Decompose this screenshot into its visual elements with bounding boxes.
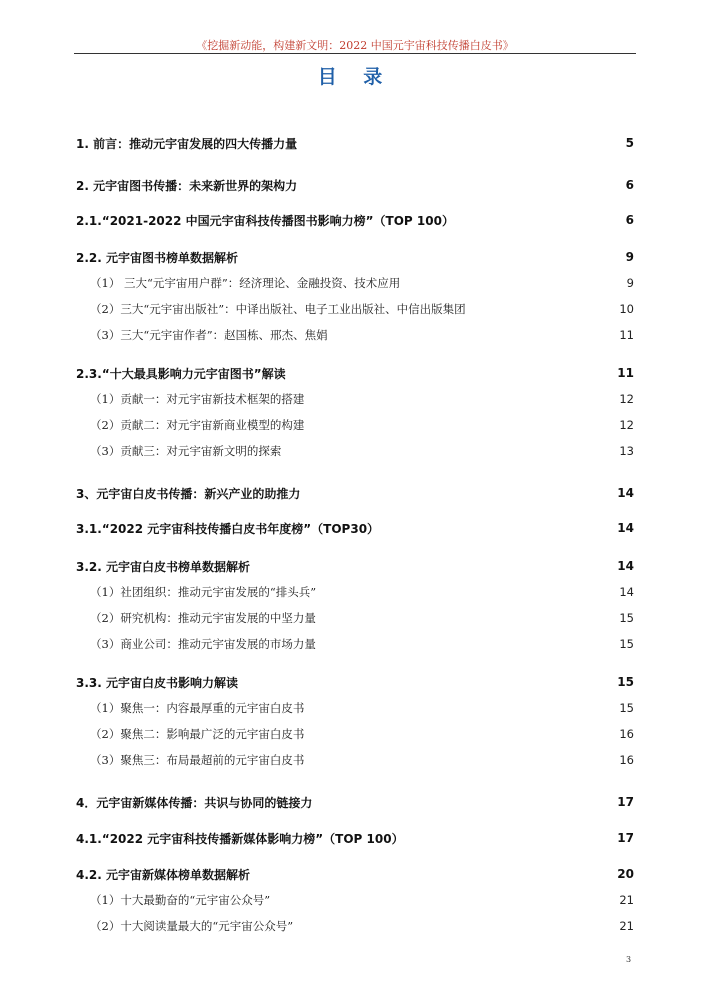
- toc-section-entry[interactable]: [76, 483, 634, 503]
- toc-entry-page: 20: [617, 867, 634, 881]
- toc-section-entry[interactable]: [76, 828, 634, 848]
- toc-entry-label: 4.2. 元宇宙新媒体榜单数据解析: [76, 867, 250, 882]
- toc-section-entry[interactable]: [76, 175, 634, 195]
- toc-entry-label: 1. 前言：推动元宇宙发展的四大传播力量: [76, 136, 298, 151]
- toc-entry-page: 15: [619, 637, 634, 651]
- toc-entry-page: 14: [619, 585, 634, 599]
- toc-subsection-entry[interactable]: [90, 325, 634, 345]
- toc-entry-label: 3.2. 元宇宙白皮书榜单数据解析: [76, 559, 250, 574]
- toc-entry-label: （1）贡献一：对元宇宙新技术框架的搭建: [90, 392, 305, 406]
- toc-entry-page: 11: [619, 328, 634, 342]
- toc-section-entry[interactable]: [76, 133, 634, 153]
- toc-entry-page: 9: [626, 276, 634, 290]
- toc-entry-label: 2.1.“2021-2022 中国元宇宙科技传播图书影响力榜”（TOP 100）: [76, 213, 454, 228]
- toc-section-entry[interactable]: [76, 247, 634, 267]
- toc-section-entry[interactable]: [76, 672, 634, 692]
- page-title: 目 录: [317, 66, 393, 88]
- toc-entry-page: 14: [617, 521, 634, 535]
- toc-entry-label: （2）三大“元宇宙出版社”：中译出版社、电子工业出版社、中信出版集团: [90, 302, 466, 316]
- toc-entry-page: 12: [619, 392, 634, 406]
- toc-entry-label: （2）聚焦二：影响最广泛的元宇宙白皮书: [90, 727, 305, 741]
- toc-entry-label: 3、元宇宙白皮书传播：新兴产业的助推力: [76, 486, 301, 501]
- toc-section-entry[interactable]: [76, 518, 634, 538]
- page-number: 3: [626, 955, 632, 964]
- toc-entry-page: 12: [619, 418, 634, 432]
- toc-entry-label: （3）聚焦三：布局最超前的元宇宙白皮书: [90, 753, 305, 767]
- toc-entry-label: 3.3. 元宇宙白皮书影响力解读: [76, 675, 238, 690]
- toc-subsection-entry[interactable]: [90, 389, 634, 409]
- toc-entry-label: （3）贡献三：对元宇宙新文明的探索: [90, 444, 282, 458]
- toc-entry-page: 16: [619, 727, 634, 741]
- running-header: 《挖掘新动能，构建新文明：2022 中国元宇宙科技传播白皮书》: [196, 39, 514, 52]
- toc-entry-label: （1）十大最勤奋的“元宇宙公众号”: [90, 893, 271, 907]
- toc-entry-label: （2）十大阅读量最大的“元宇宙公众号”: [90, 919, 294, 933]
- toc-entry-page: 11: [617, 366, 634, 380]
- toc-entry-label: 4．元宇宙新媒体传播：共识与协同的链接力: [76, 795, 313, 810]
- toc-subsection-entry[interactable]: [90, 634, 634, 654]
- toc-entry-page: 21: [619, 919, 634, 933]
- toc-subsection-entry[interactable]: [90, 890, 634, 910]
- toc-entry-page: 17: [617, 795, 634, 809]
- toc-entry-page: 17: [617, 831, 634, 845]
- toc-section-entry[interactable]: [76, 864, 634, 884]
- toc-section-entry[interactable]: [76, 556, 634, 576]
- toc-subsection-entry[interactable]: [90, 582, 634, 602]
- toc-entry-page: 6: [625, 178, 634, 192]
- toc-entry-page: 15: [619, 611, 634, 625]
- toc-subsection-entry[interactable]: [90, 698, 634, 718]
- toc-entry-page: 16: [619, 753, 634, 767]
- toc-subsection-entry[interactable]: [90, 916, 634, 936]
- toc-entry-label: （1） 三大“元宇宙用户群”：经济理论、金融投资、技术应用: [90, 276, 401, 290]
- toc-entry-page: 15: [619, 701, 634, 715]
- toc-entry-label: 2. 元宇宙图书传播：未来新世界的架构力: [76, 178, 298, 193]
- toc-subsection-entry[interactable]: [90, 724, 634, 744]
- toc-entry-label: （2）研究机构：推动元宇宙发展的中坚力量: [90, 611, 316, 625]
- toc-entry-label: 2.3.“十大最具影响力元宇宙图书”解读: [76, 366, 286, 381]
- toc-entry-label: （1）聚焦一：内容最厚重的元宇宙白皮书: [90, 701, 305, 715]
- toc-entry-label: （3）商业公司：推动元宇宙发展的市场力量: [90, 637, 316, 651]
- toc-subsection-entry[interactable]: [90, 441, 634, 461]
- toc-entry-label: （2）贡献二：对元宇宙新商业模型的构建: [90, 418, 305, 432]
- toc-section-entry[interactable]: [76, 792, 634, 812]
- toc-entry-page: 21: [619, 893, 634, 907]
- toc-entry-page: 14: [617, 486, 634, 500]
- toc-entry-label: （3）三大“元宇宙作者”：赵国栋、邢杰、焦娟: [90, 328, 328, 342]
- toc-entry-label: 3.1.“2022 元宇宙科技传播白皮书年度榜”（TOP30）: [76, 521, 380, 536]
- toc-subsection-entry[interactable]: [90, 415, 634, 435]
- toc-section-entry[interactable]: [76, 210, 634, 230]
- toc-subsection-entry[interactable]: [90, 750, 634, 770]
- toc-entry-page: 14: [617, 559, 634, 573]
- toc-subsection-entry[interactable]: [90, 299, 634, 319]
- toc-subsection-entry[interactable]: [90, 273, 634, 293]
- toc-section-entry[interactable]: [76, 363, 634, 383]
- toc-entry-page: 15: [617, 675, 634, 689]
- toc-entry-page: 6: [625, 213, 634, 227]
- toc-entry-label: 2.2. 元宇宙图书榜单数据解析: [76, 250, 238, 265]
- toc-entry-page: 13: [619, 444, 634, 458]
- toc-subsection-entry[interactable]: [90, 608, 634, 628]
- toc-entry-page: 5: [625, 136, 634, 150]
- toc-entry-label: （1）社团组织：推动元宇宙发展的“排头兵”: [90, 585, 317, 599]
- toc-entry-label: 4.1.“2022 元宇宙科技传播新媒体影响力榜”（TOP 100）: [76, 831, 404, 846]
- toc-entry-page: 10: [619, 302, 634, 316]
- toc-entry-page: 9: [625, 250, 634, 264]
